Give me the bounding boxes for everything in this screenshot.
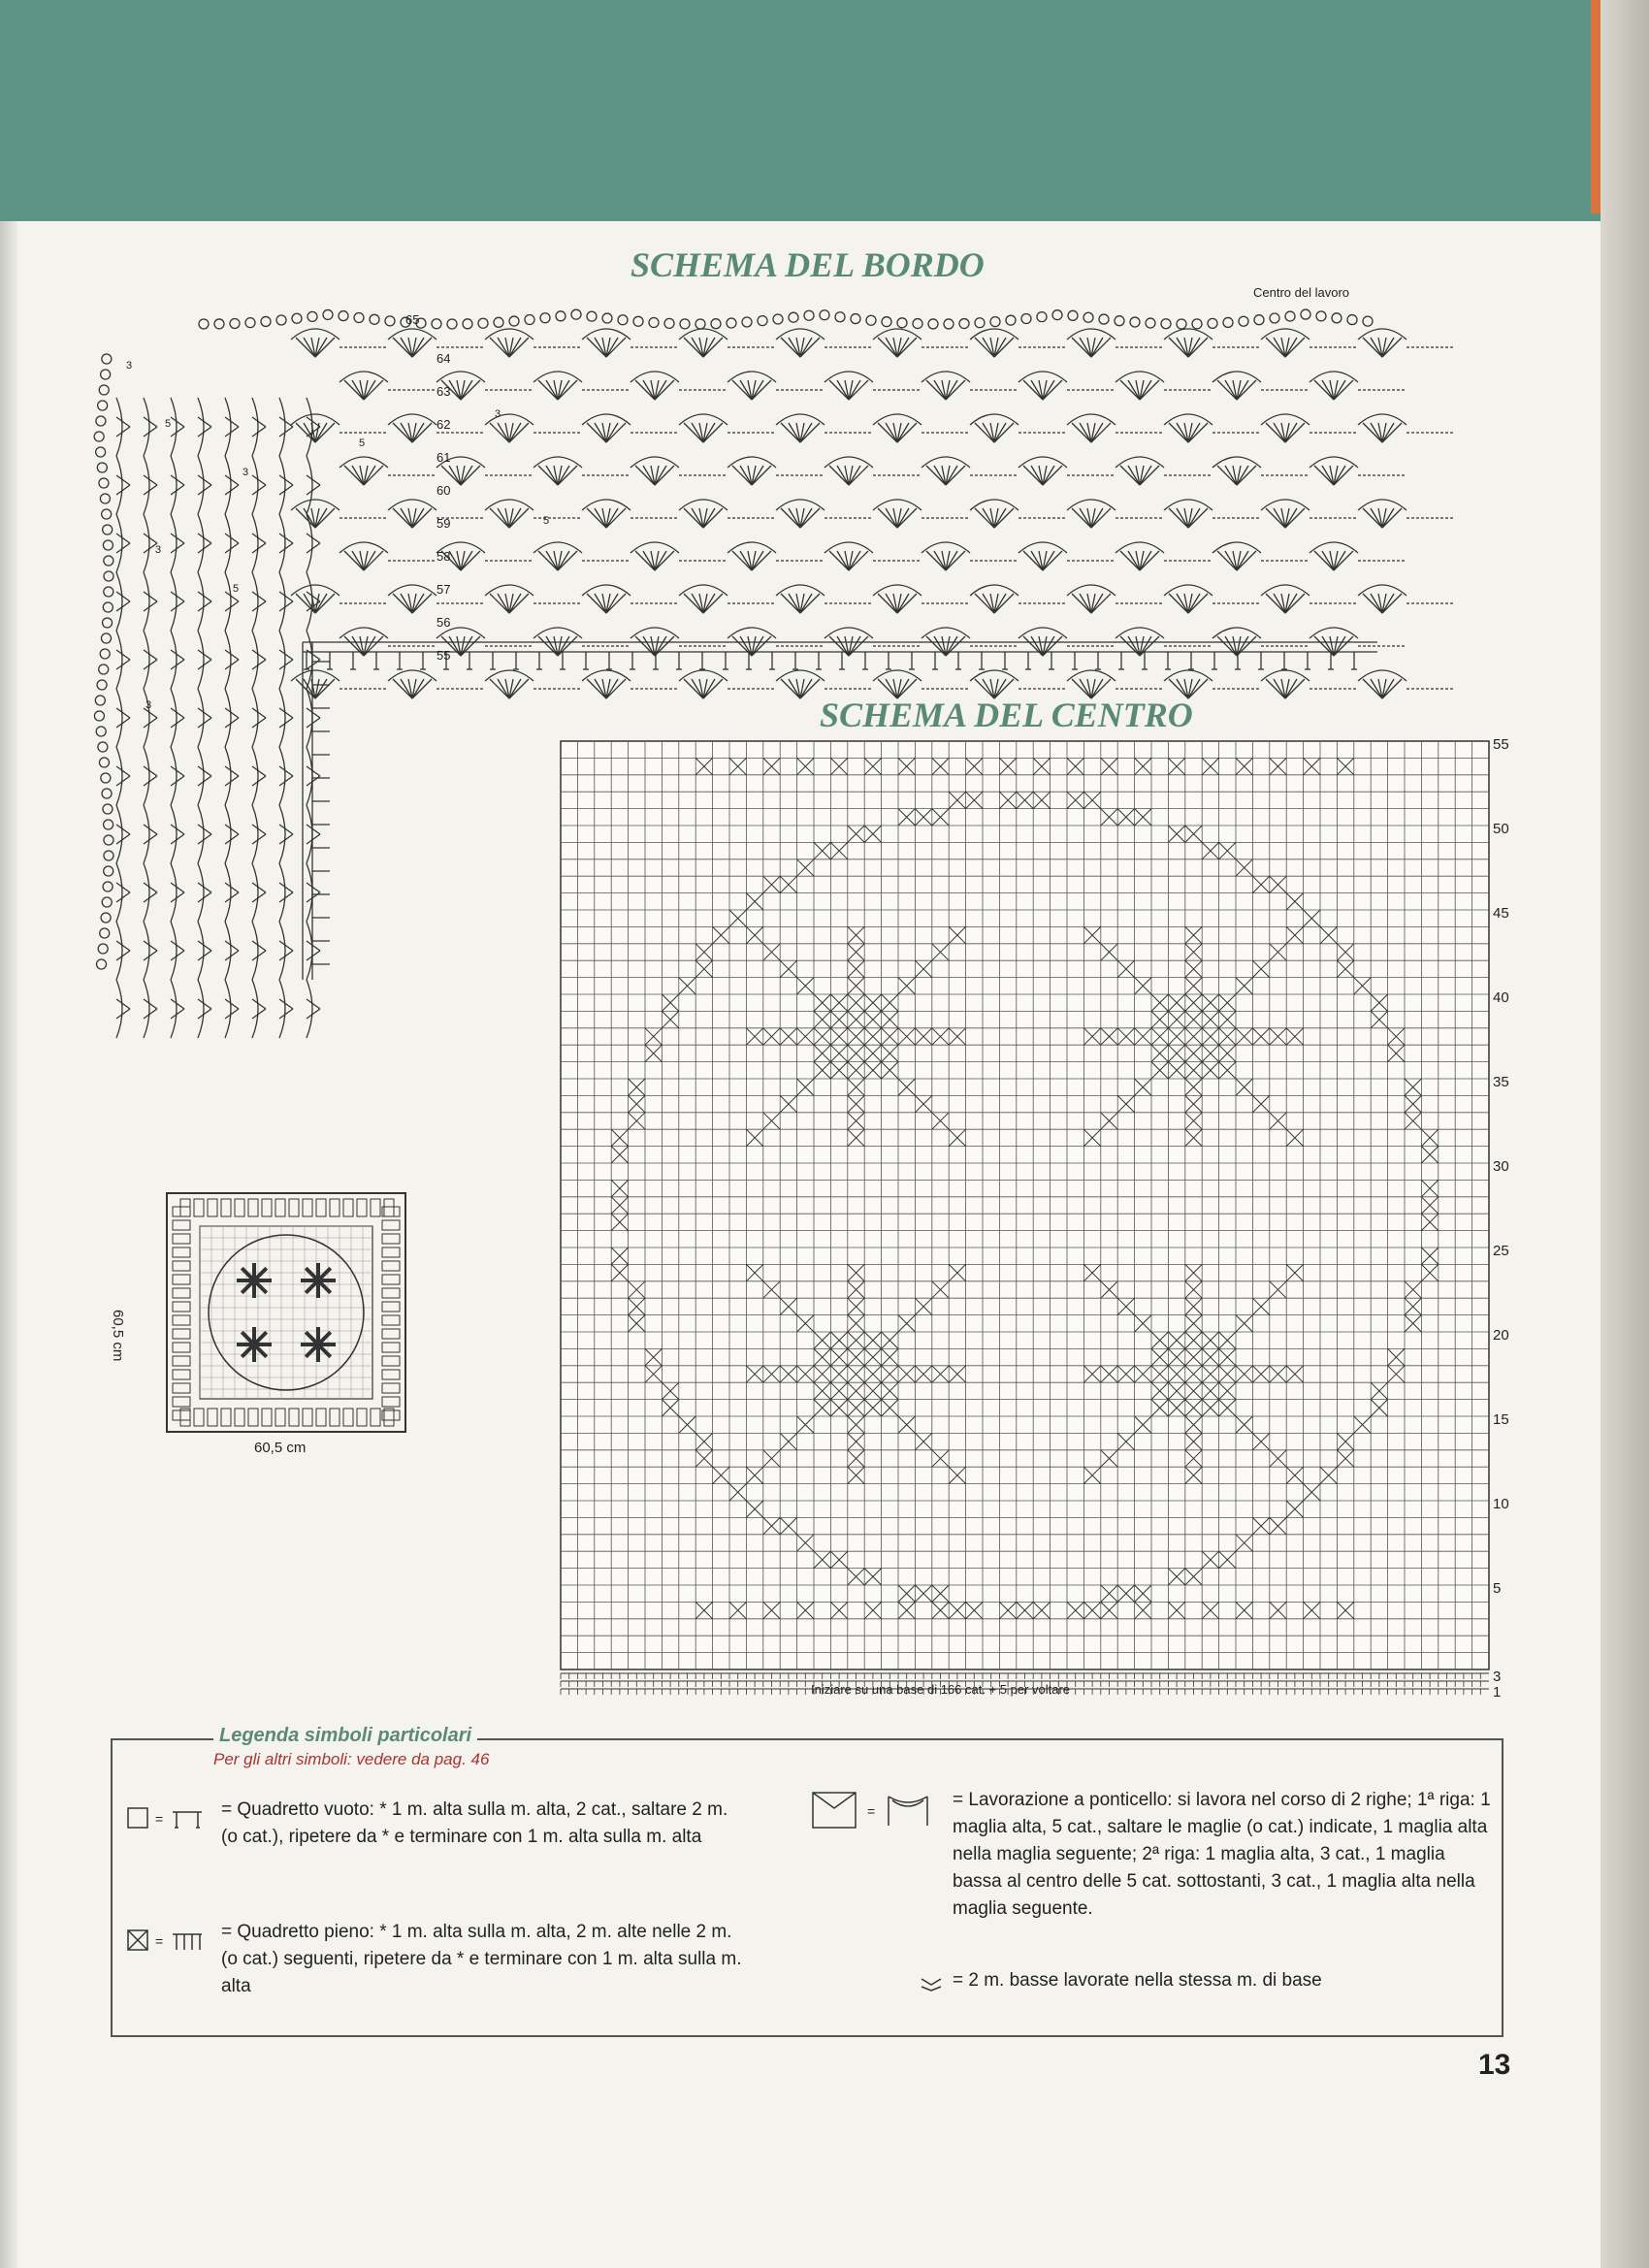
empty-square-icon xyxy=(126,1804,233,1833)
start-note: Iniziare su una base di 166 cat. + 5 per voltare xyxy=(811,1682,1071,1697)
row-number: 62 xyxy=(436,417,451,432)
equals-sign: = xyxy=(867,1803,876,1819)
stitch-count: 5 xyxy=(543,515,550,527)
stitch-count: 3 xyxy=(242,467,249,478)
row-number: 61 xyxy=(436,450,451,465)
row-number: 63 xyxy=(436,384,451,399)
legend-two-sc: = 2 m. basse lavorate nella stessa m. di base xyxy=(953,1970,1322,1991)
center-chart-title: SCHEMA DEL CENTRO xyxy=(820,696,1193,734)
stitch-count: 3 xyxy=(126,360,133,372)
overview-width-label: 60,5 cm xyxy=(254,1440,307,1456)
row-number: 56 xyxy=(436,615,451,630)
page-number: 13 xyxy=(1478,2049,1511,2081)
stitch-count: 5 xyxy=(233,583,240,595)
grid-row-label: 25 xyxy=(1493,1243,1509,1259)
page-gutter xyxy=(0,221,17,2268)
grid-row-label: 30 xyxy=(1493,1158,1509,1175)
grid-row-label: 3 xyxy=(1493,1669,1502,1685)
equals-sign: = xyxy=(155,1933,164,1949)
grid-row-label: 15 xyxy=(1493,1411,1509,1428)
stitch-count: 3 xyxy=(146,699,152,711)
stitch-count: 5 xyxy=(359,437,366,449)
legend-bridge-work: = Lavorazione a ponticello: si lavora nel corso di 2 righe; 1ª riga: 1 maglia alta, 5 cat., saltare le maglie (o cat.) indicate, 1 maglia alta nella maglia seguente; 2ª riga: 1 maglia alta, 3 cat., 1 maglia bassa al centro delle 5 cat. sottostanti, 3 cat., 1 maglia alta nella maglia seguente. xyxy=(953,1790,1491,1919)
grid-row-label: 10 xyxy=(1493,1496,1509,1512)
overview-diagram xyxy=(165,1191,407,1434)
grid-row-label: 20 xyxy=(1493,1327,1509,1344)
legend-title: Legenda simboli particolari xyxy=(213,1725,477,1747)
two-sc-icon xyxy=(918,1971,953,1994)
row-number: 60 xyxy=(436,483,451,498)
row-number: 64 xyxy=(436,351,451,366)
grid-row-label: 40 xyxy=(1493,989,1509,1006)
overview-height-label: 60,5 cm xyxy=(110,1310,126,1362)
row-number: 57 xyxy=(436,582,451,597)
row-number: 59 xyxy=(436,516,451,531)
row-number: 58 xyxy=(436,549,451,564)
grid-row-label: 45 xyxy=(1493,905,1509,922)
grid-row-label: 35 xyxy=(1493,1074,1509,1090)
grid-row-label: 50 xyxy=(1493,821,1509,837)
equals-sign: = xyxy=(155,1811,164,1827)
grid-row-label: 55 xyxy=(1493,736,1509,753)
stitch-count: 5 xyxy=(165,418,172,430)
border-chart-title: SCHEMA DEL BORDO xyxy=(630,245,985,284)
legend-full-square: = Quadretto pieno: * 1 m. alta sulla m. alta, 2 m. alte nelle 2 m. (o cat.) seguenti, ripetere da * e terminare con 1 m. alta sulla m. alta xyxy=(221,1922,742,1996)
page-edge xyxy=(1600,0,1649,2268)
bridge-work-icon xyxy=(811,1787,956,1835)
row-number: 65 xyxy=(405,312,420,327)
legend-empty-square: = Quadretto vuoto: * 1 m. alta sulla m. alta, 2 cat., saltare 2 m. (o cat.), ripetere da * e terminare con 1 m. alta sulla m. alta xyxy=(221,1799,728,1847)
legend-subtitle: Per gli altri simboli: vedere da pag. 46 xyxy=(213,1750,490,1768)
grid-row-label: 5 xyxy=(1493,1580,1502,1597)
stitch-count: 3 xyxy=(495,408,501,420)
grid-row-label: 1 xyxy=(1493,1684,1502,1701)
header-band xyxy=(0,0,1600,221)
center-note: Centro del lavoro xyxy=(1253,285,1349,300)
stitch-count: 3 xyxy=(155,544,162,556)
full-square-icon xyxy=(126,1927,233,1956)
row-number: 55 xyxy=(436,648,451,663)
